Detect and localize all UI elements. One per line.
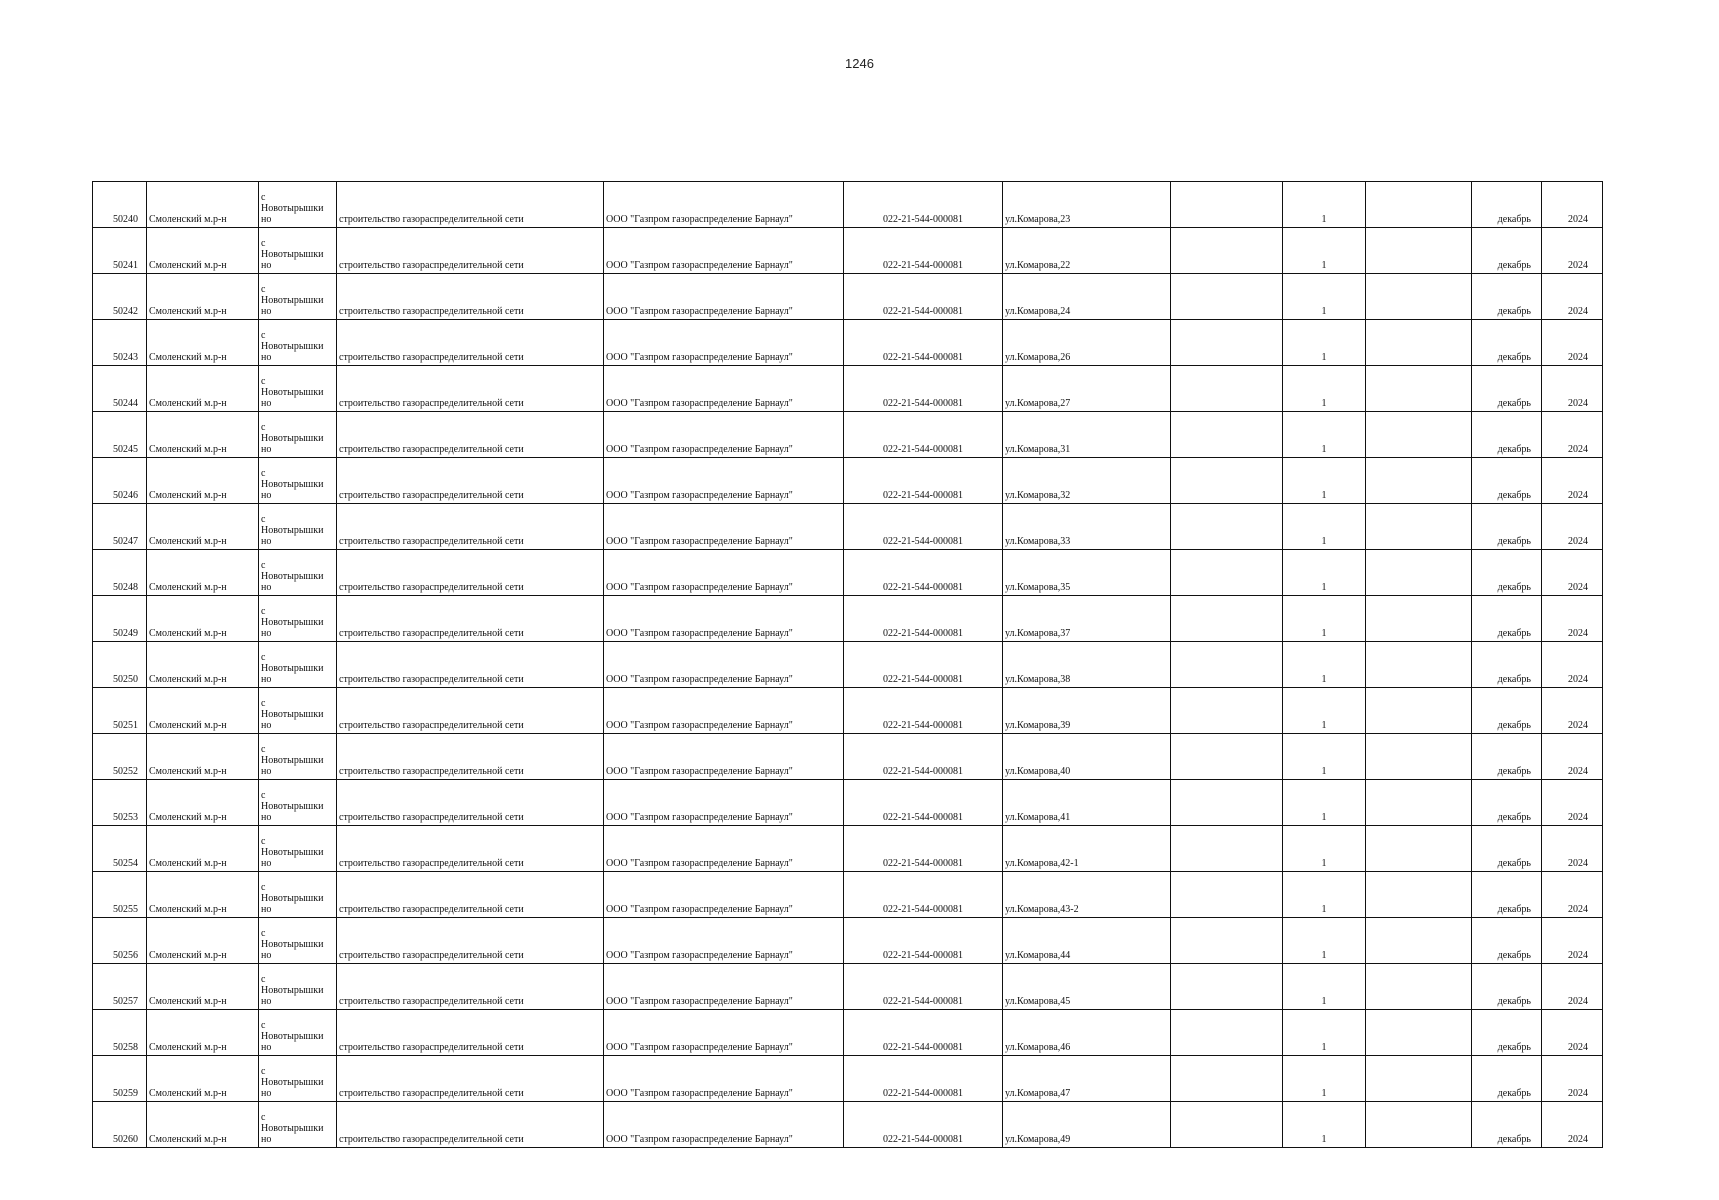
empty-cell bbox=[1366, 182, 1472, 228]
work-type-cell: строительство газораспределительной сети bbox=[337, 1056, 604, 1102]
empty-cell bbox=[1366, 688, 1472, 734]
district-cell: Смоленский м.р-н bbox=[147, 1010, 259, 1056]
work-type-cell: строительство газораспределительной сети bbox=[337, 182, 604, 228]
month-cell: декабрь bbox=[1472, 1102, 1542, 1148]
empty-cell bbox=[1366, 504, 1472, 550]
quantity-cell: 1 bbox=[1283, 550, 1366, 596]
empty-cell bbox=[1171, 366, 1283, 412]
quantity-cell: 1 bbox=[1283, 1102, 1366, 1148]
district-cell: Смоленский м.р-н bbox=[147, 734, 259, 780]
quantity-cell: 1 bbox=[1283, 872, 1366, 918]
registry-code-cell: 022-21-544-000081 bbox=[844, 550, 1003, 596]
table-row bbox=[93, 596, 1603, 642]
empty-cell bbox=[1171, 918, 1283, 964]
row-number: 50255 bbox=[93, 872, 147, 918]
table-row bbox=[93, 274, 1603, 320]
table-row bbox=[93, 734, 1603, 780]
table-row bbox=[93, 780, 1603, 826]
year-cell: 2024 bbox=[1542, 734, 1603, 780]
organization-cell: ООО "Газпром газораспределение Барнаул" bbox=[604, 550, 844, 596]
district-cell: Смоленский м.р-н bbox=[147, 320, 259, 366]
address-cell: ул.Комарова,43-2 bbox=[1003, 872, 1171, 918]
registry-code-cell: 022-21-544-000081 bbox=[844, 964, 1003, 1010]
quantity-cell: 1 bbox=[1283, 826, 1366, 872]
row-number: 50246 bbox=[93, 458, 147, 504]
empty-cell bbox=[1171, 734, 1283, 780]
organization-cell: ООО "Газпром газораспределение Барнаул" bbox=[604, 1010, 844, 1056]
empty-cell bbox=[1171, 550, 1283, 596]
quantity-cell: 1 bbox=[1283, 182, 1366, 228]
table-row bbox=[93, 1056, 1603, 1102]
row-number: 50258 bbox=[93, 1010, 147, 1056]
registry-table bbox=[92, 181, 1603, 1148]
address-cell: ул.Комарова,44 bbox=[1003, 918, 1171, 964]
empty-cell bbox=[1366, 274, 1472, 320]
empty-cell bbox=[1366, 320, 1472, 366]
organization-cell: ООО "Газпром газораспределение Барнаул" bbox=[604, 688, 844, 734]
month-cell: декабрь bbox=[1472, 412, 1542, 458]
quantity-cell: 1 bbox=[1283, 642, 1366, 688]
address-cell: ул.Комарова,40 bbox=[1003, 734, 1171, 780]
address-cell: ул.Комарова,37 bbox=[1003, 596, 1171, 642]
quantity-cell: 1 bbox=[1283, 274, 1366, 320]
settlement-cell: с Новотырышки но bbox=[259, 412, 337, 458]
organization-cell: ООО "Газпром газораспределение Барнаул" bbox=[604, 596, 844, 642]
month-cell: декабрь bbox=[1472, 918, 1542, 964]
organization-cell: ООО "Газпром газораспределение Барнаул" bbox=[604, 182, 844, 228]
settlement-cell: с Новотырышки но bbox=[259, 274, 337, 320]
registry-code-cell: 022-21-544-000081 bbox=[844, 596, 1003, 642]
year-cell: 2024 bbox=[1542, 1010, 1603, 1056]
work-type-cell: строительство газораспределительной сети bbox=[337, 826, 604, 872]
quantity-cell: 1 bbox=[1283, 596, 1366, 642]
district-cell: Смоленский м.р-н bbox=[147, 412, 259, 458]
empty-cell bbox=[1366, 1010, 1472, 1056]
work-type-cell: строительство газораспределительной сети bbox=[337, 412, 604, 458]
row-number: 50247 bbox=[93, 504, 147, 550]
month-cell: декабрь bbox=[1472, 1010, 1542, 1056]
empty-cell bbox=[1366, 228, 1472, 274]
work-type-cell: строительство газораспределительной сети bbox=[337, 320, 604, 366]
table-row bbox=[93, 228, 1603, 274]
empty-cell bbox=[1366, 458, 1472, 504]
district-cell: Смоленский м.р-н bbox=[147, 872, 259, 918]
organization-cell: ООО "Газпром газораспределение Барнаул" bbox=[604, 320, 844, 366]
registry-code-cell: 022-21-544-000081 bbox=[844, 182, 1003, 228]
empty-cell bbox=[1366, 596, 1472, 642]
address-cell: ул.Комарова,24 bbox=[1003, 274, 1171, 320]
work-type-cell: строительство газораспределительной сети bbox=[337, 1102, 604, 1148]
registry-code-cell: 022-21-544-000081 bbox=[844, 366, 1003, 412]
table-row bbox=[93, 964, 1603, 1010]
quantity-cell: 1 bbox=[1283, 688, 1366, 734]
organization-cell: ООО "Газпром газораспределение Барнаул" bbox=[604, 964, 844, 1010]
empty-cell bbox=[1171, 596, 1283, 642]
registry-code-cell: 022-21-544-000081 bbox=[844, 872, 1003, 918]
table-row bbox=[93, 550, 1603, 596]
work-type-cell: строительство газораспределительной сети bbox=[337, 872, 604, 918]
work-type-cell: строительство газораспределительной сети bbox=[337, 458, 604, 504]
month-cell: декабрь bbox=[1472, 826, 1542, 872]
year-cell: 2024 bbox=[1542, 1102, 1603, 1148]
registry-code-cell: 022-21-544-000081 bbox=[844, 228, 1003, 274]
row-number: 50254 bbox=[93, 826, 147, 872]
registry-code-cell: 022-21-544-000081 bbox=[844, 458, 1003, 504]
page-number: 1246 bbox=[845, 56, 874, 71]
quantity-cell: 1 bbox=[1283, 412, 1366, 458]
work-type-cell: строительство газораспределительной сети bbox=[337, 228, 604, 274]
organization-cell: ООО "Газпром газораспределение Барнаул" bbox=[604, 918, 844, 964]
district-cell: Смоленский м.р-н bbox=[147, 550, 259, 596]
month-cell: декабрь bbox=[1472, 872, 1542, 918]
quantity-cell: 1 bbox=[1283, 1056, 1366, 1102]
address-cell: ул.Комарова,47 bbox=[1003, 1056, 1171, 1102]
empty-cell bbox=[1366, 366, 1472, 412]
row-number: 50245 bbox=[93, 412, 147, 458]
organization-cell: ООО "Газпром газораспределение Барнаул" bbox=[604, 780, 844, 826]
registry-code-cell: 022-21-544-000081 bbox=[844, 734, 1003, 780]
organization-cell: ООО "Газпром газораспределение Барнаул" bbox=[604, 826, 844, 872]
empty-cell bbox=[1366, 1102, 1472, 1148]
empty-cell bbox=[1171, 320, 1283, 366]
registry-code-cell: 022-21-544-000081 bbox=[844, 504, 1003, 550]
work-type-cell: строительство газораспределительной сети bbox=[337, 550, 604, 596]
district-cell: Смоленский м.р-н bbox=[147, 1102, 259, 1148]
month-cell: декабрь bbox=[1472, 550, 1542, 596]
district-cell: Смоленский м.р-н bbox=[147, 274, 259, 320]
quantity-cell: 1 bbox=[1283, 1010, 1366, 1056]
empty-cell bbox=[1171, 1056, 1283, 1102]
table-row bbox=[93, 688, 1603, 734]
row-number: 50240 bbox=[93, 182, 147, 228]
organization-cell: ООО "Газпром газораспределение Барнаул" bbox=[604, 458, 844, 504]
empty-cell bbox=[1171, 964, 1283, 1010]
quantity-cell: 1 bbox=[1283, 964, 1366, 1010]
work-type-cell: строительство газораспределительной сети bbox=[337, 918, 604, 964]
empty-cell bbox=[1171, 228, 1283, 274]
table-row bbox=[93, 320, 1603, 366]
district-cell: Смоленский м.р-н bbox=[147, 504, 259, 550]
address-cell: ул.Комарова,49 bbox=[1003, 1102, 1171, 1148]
organization-cell: ООО "Газпром газораспределение Барнаул" bbox=[604, 642, 844, 688]
row-number: 50251 bbox=[93, 688, 147, 734]
organization-cell: ООО "Газпром газораспределение Барнаул" bbox=[604, 412, 844, 458]
empty-cell bbox=[1171, 1010, 1283, 1056]
empty-cell bbox=[1171, 688, 1283, 734]
address-cell: ул.Комарова,46 bbox=[1003, 1010, 1171, 1056]
quantity-cell: 1 bbox=[1283, 918, 1366, 964]
month-cell: декабрь bbox=[1472, 964, 1542, 1010]
month-cell: декабрь bbox=[1472, 1056, 1542, 1102]
district-cell: Смоленский м.р-н bbox=[147, 596, 259, 642]
registry-code-cell: 022-21-544-000081 bbox=[844, 642, 1003, 688]
empty-cell bbox=[1366, 780, 1472, 826]
settlement-cell: с Новотырышки но bbox=[259, 366, 337, 412]
empty-cell bbox=[1171, 274, 1283, 320]
year-cell: 2024 bbox=[1542, 688, 1603, 734]
quantity-cell: 1 bbox=[1283, 458, 1366, 504]
settlement-cell: с Новотырышки но bbox=[259, 1102, 337, 1148]
organization-cell: ООО "Газпром газораспределение Барнаул" bbox=[604, 274, 844, 320]
year-cell: 2024 bbox=[1542, 274, 1603, 320]
quantity-cell: 1 bbox=[1283, 780, 1366, 826]
empty-cell bbox=[1366, 964, 1472, 1010]
quantity-cell: 1 bbox=[1283, 734, 1366, 780]
row-number: 50252 bbox=[93, 734, 147, 780]
settlement-cell: с Новотырышки но bbox=[259, 596, 337, 642]
quantity-cell: 1 bbox=[1283, 504, 1366, 550]
month-cell: декабрь bbox=[1472, 228, 1542, 274]
settlement-cell: с Новотырышки но bbox=[259, 504, 337, 550]
year-cell: 2024 bbox=[1542, 550, 1603, 596]
settlement-cell: с Новотырышки но bbox=[259, 320, 337, 366]
year-cell: 2024 bbox=[1542, 320, 1603, 366]
empty-cell bbox=[1171, 504, 1283, 550]
month-cell: декабрь bbox=[1472, 458, 1542, 504]
registry-code-cell: 022-21-544-000081 bbox=[844, 1056, 1003, 1102]
table-row bbox=[93, 872, 1603, 918]
year-cell: 2024 bbox=[1542, 826, 1603, 872]
district-cell: Смоленский м.р-н bbox=[147, 964, 259, 1010]
district-cell: Смоленский м.р-н bbox=[147, 642, 259, 688]
registry-code-cell: 022-21-544-000081 bbox=[844, 320, 1003, 366]
work-type-cell: строительство газораспределительной сети bbox=[337, 504, 604, 550]
year-cell: 2024 bbox=[1542, 596, 1603, 642]
district-cell: Смоленский м.р-н bbox=[147, 918, 259, 964]
year-cell: 2024 bbox=[1542, 918, 1603, 964]
organization-cell: ООО "Газпром газораспределение Барнаул" bbox=[604, 366, 844, 412]
empty-cell bbox=[1366, 826, 1472, 872]
table-row bbox=[93, 1102, 1603, 1148]
table-row bbox=[93, 366, 1603, 412]
table-row bbox=[93, 182, 1603, 228]
settlement-cell: с Новотырышки но bbox=[259, 780, 337, 826]
work-type-cell: строительство газораспределительной сети bbox=[337, 1010, 604, 1056]
district-cell: Смоленский м.р-н bbox=[147, 182, 259, 228]
work-type-cell: строительство газораспределительной сети bbox=[337, 688, 604, 734]
empty-cell bbox=[1171, 642, 1283, 688]
work-type-cell: строительство газораспределительной сети bbox=[337, 596, 604, 642]
quantity-cell: 1 bbox=[1283, 228, 1366, 274]
empty-cell bbox=[1171, 872, 1283, 918]
registry-code-cell: 022-21-544-000081 bbox=[844, 918, 1003, 964]
organization-cell: ООО "Газпром газораспределение Барнаул" bbox=[604, 504, 844, 550]
address-cell: ул.Комарова,32 bbox=[1003, 458, 1171, 504]
settlement-cell: с Новотырышки но bbox=[259, 734, 337, 780]
table-row bbox=[93, 412, 1603, 458]
empty-cell bbox=[1366, 550, 1472, 596]
row-number: 50250 bbox=[93, 642, 147, 688]
quantity-cell: 1 bbox=[1283, 320, 1366, 366]
address-cell: ул.Комарова,39 bbox=[1003, 688, 1171, 734]
organization-cell: ООО "Газпром газораспределение Барнаул" bbox=[604, 228, 844, 274]
row-number: 50257 bbox=[93, 964, 147, 1010]
year-cell: 2024 bbox=[1542, 872, 1603, 918]
settlement-cell: с Новотырышки но bbox=[259, 642, 337, 688]
table-row bbox=[93, 458, 1603, 504]
month-cell: декабрь bbox=[1472, 596, 1542, 642]
settlement-cell: с Новотырышки но bbox=[259, 1010, 337, 1056]
quantity-cell: 1 bbox=[1283, 366, 1366, 412]
address-cell: ул.Комарова,38 bbox=[1003, 642, 1171, 688]
work-type-cell: строительство газораспределительной сети bbox=[337, 734, 604, 780]
settlement-cell: с Новотырышки но bbox=[259, 458, 337, 504]
registry-code-cell: 022-21-544-000081 bbox=[844, 1102, 1003, 1148]
settlement-cell: с Новотырышки но bbox=[259, 964, 337, 1010]
row-number: 50243 bbox=[93, 320, 147, 366]
month-cell: декабрь bbox=[1472, 182, 1542, 228]
organization-cell: ООО "Газпром газораспределение Барнаул" bbox=[604, 1102, 844, 1148]
registry-code-cell: 022-21-544-000081 bbox=[844, 274, 1003, 320]
settlement-cell: с Новотырышки но bbox=[259, 826, 337, 872]
row-number: 50253 bbox=[93, 780, 147, 826]
year-cell: 2024 bbox=[1542, 458, 1603, 504]
month-cell: декабрь bbox=[1472, 320, 1542, 366]
empty-cell bbox=[1366, 1056, 1472, 1102]
year-cell: 2024 bbox=[1542, 780, 1603, 826]
year-cell: 2024 bbox=[1542, 504, 1603, 550]
work-type-cell: строительство газораспределительной сети bbox=[337, 780, 604, 826]
settlement-cell: с Новотырышки но bbox=[259, 550, 337, 596]
table-row bbox=[93, 826, 1603, 872]
registry-rows bbox=[93, 182, 1603, 1148]
month-cell: декабрь bbox=[1472, 274, 1542, 320]
registry-code-cell: 022-21-544-000081 bbox=[844, 826, 1003, 872]
year-cell: 2024 bbox=[1542, 964, 1603, 1010]
district-cell: Смоленский м.р-н bbox=[147, 366, 259, 412]
empty-cell bbox=[1171, 1102, 1283, 1148]
registry-code-cell: 022-21-544-000081 bbox=[844, 412, 1003, 458]
month-cell: декабрь bbox=[1472, 780, 1542, 826]
address-cell: ул.Комарова,41 bbox=[1003, 780, 1171, 826]
year-cell: 2024 bbox=[1542, 1056, 1603, 1102]
row-number: 50248 bbox=[93, 550, 147, 596]
district-cell: Смоленский м.р-н bbox=[147, 780, 259, 826]
row-number: 50256 bbox=[93, 918, 147, 964]
settlement-cell: с Новотырышки но bbox=[259, 872, 337, 918]
year-cell: 2024 bbox=[1542, 182, 1603, 228]
settlement-cell: с Новотырышки но bbox=[259, 1056, 337, 1102]
organization-cell: ООО "Газпром газораспределение Барнаул" bbox=[604, 872, 844, 918]
address-cell: ул.Комарова,45 bbox=[1003, 964, 1171, 1010]
address-cell: ул.Комарова,31 bbox=[1003, 412, 1171, 458]
row-number: 50242 bbox=[93, 274, 147, 320]
row-number: 50249 bbox=[93, 596, 147, 642]
table-row bbox=[93, 642, 1603, 688]
work-type-cell: строительство газораспределительной сети bbox=[337, 642, 604, 688]
empty-cell bbox=[1366, 734, 1472, 780]
registry-code-cell: 022-21-544-000081 bbox=[844, 688, 1003, 734]
row-number: 50241 bbox=[93, 228, 147, 274]
month-cell: декабрь bbox=[1472, 366, 1542, 412]
address-cell: ул.Комарова,42-1 bbox=[1003, 826, 1171, 872]
district-cell: Смоленский м.р-н bbox=[147, 228, 259, 274]
address-cell: ул.Комарова,33 bbox=[1003, 504, 1171, 550]
table-row bbox=[93, 504, 1603, 550]
table-row bbox=[93, 1010, 1603, 1056]
month-cell: декабрь bbox=[1472, 642, 1542, 688]
empty-cell bbox=[1171, 182, 1283, 228]
empty-cell bbox=[1366, 918, 1472, 964]
work-type-cell: строительство газораспределительной сети bbox=[337, 366, 604, 412]
settlement-cell: с Новотырышки но bbox=[259, 918, 337, 964]
address-cell: ул.Комарова,22 bbox=[1003, 228, 1171, 274]
settlement-cell: с Новотырышки но bbox=[259, 182, 337, 228]
district-cell: Смоленский м.р-н bbox=[147, 458, 259, 504]
row-number: 50244 bbox=[93, 366, 147, 412]
address-cell: ул.Комарова,35 bbox=[1003, 550, 1171, 596]
address-cell: ул.Комарова,27 bbox=[1003, 366, 1171, 412]
year-cell: 2024 bbox=[1542, 642, 1603, 688]
work-type-cell: строительство газораспределительной сети bbox=[337, 964, 604, 1010]
organization-cell: ООО "Газпром газораспределение Барнаул" bbox=[604, 1056, 844, 1102]
district-cell: Смоленский м.р-н bbox=[147, 688, 259, 734]
year-cell: 2024 bbox=[1542, 228, 1603, 274]
month-cell: декабрь bbox=[1472, 504, 1542, 550]
empty-cell bbox=[1171, 458, 1283, 504]
row-number: 50259 bbox=[93, 1056, 147, 1102]
organization-cell: ООО "Газпром газораспределение Барнаул" bbox=[604, 734, 844, 780]
year-cell: 2024 bbox=[1542, 412, 1603, 458]
month-cell: декабрь bbox=[1472, 688, 1542, 734]
settlement-cell: с Новотырышки но bbox=[259, 688, 337, 734]
row-number: 50260 bbox=[93, 1102, 147, 1148]
work-type-cell: строительство газораспределительной сети bbox=[337, 274, 604, 320]
registry-code-cell: 022-21-544-000081 bbox=[844, 780, 1003, 826]
empty-cell bbox=[1171, 780, 1283, 826]
empty-cell bbox=[1366, 642, 1472, 688]
address-cell: ул.Комарова,23 bbox=[1003, 182, 1171, 228]
empty-cell bbox=[1366, 872, 1472, 918]
year-cell: 2024 bbox=[1542, 366, 1603, 412]
address-cell: ул.Комарова,26 bbox=[1003, 320, 1171, 366]
empty-cell bbox=[1171, 826, 1283, 872]
district-cell: Смоленский м.р-н bbox=[147, 1056, 259, 1102]
registry-code-cell: 022-21-544-000081 bbox=[844, 1010, 1003, 1056]
settlement-cell: с Новотырышки но bbox=[259, 228, 337, 274]
district-cell: Смоленский м.р-н bbox=[147, 826, 259, 872]
empty-cell bbox=[1171, 412, 1283, 458]
empty-cell bbox=[1366, 412, 1472, 458]
table-row bbox=[93, 918, 1603, 964]
month-cell: декабрь bbox=[1472, 734, 1542, 780]
